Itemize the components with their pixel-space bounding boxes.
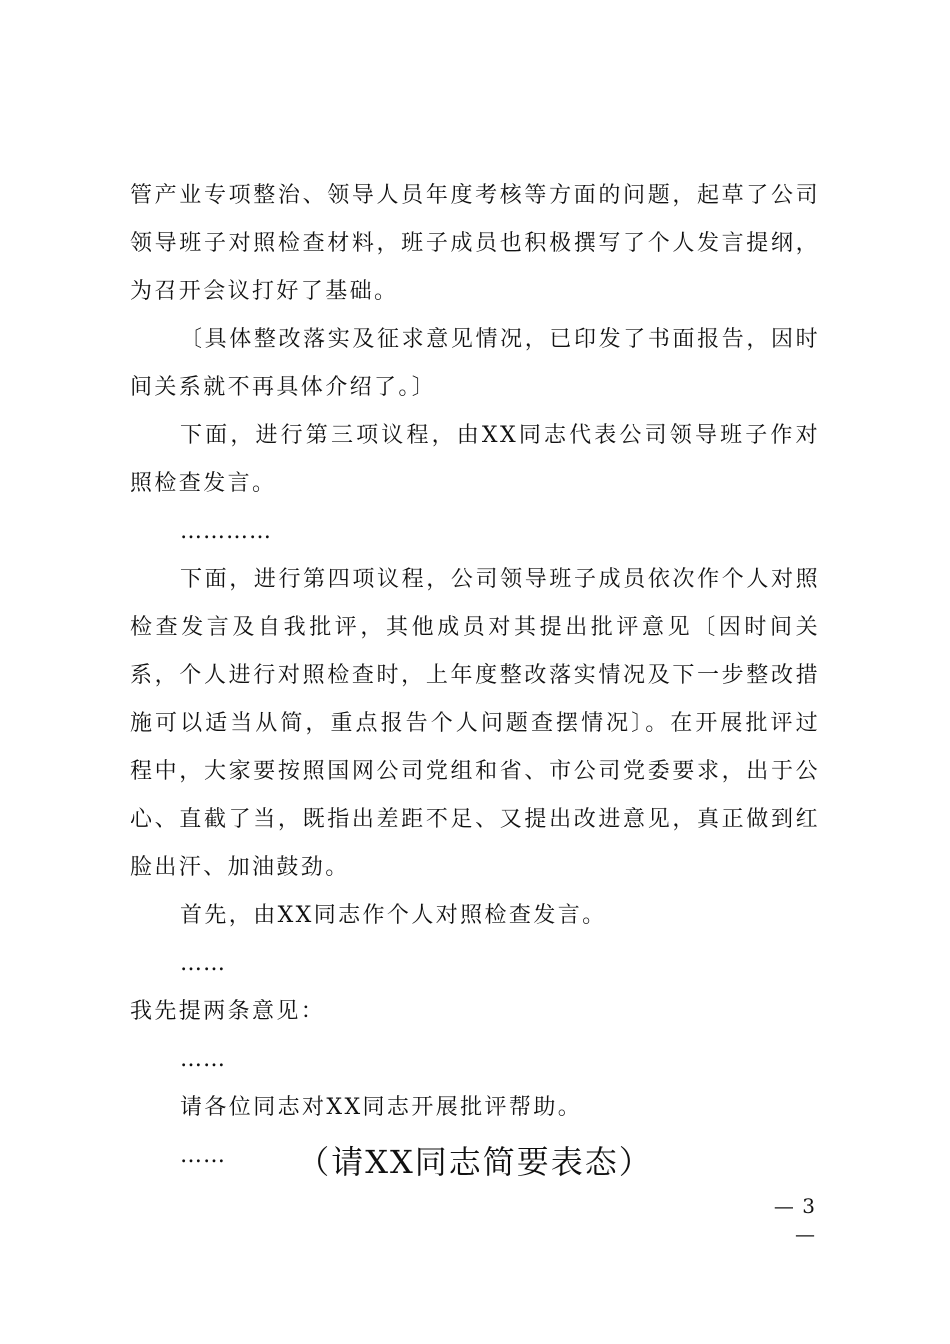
ellipsis-3: …… — [180, 1047, 226, 1072]
paragraph-1: 管产业专项整治、领导人员年度考核等方面的问题，起草了公司领导班子对照检查材料，班子成员也积极撰写了个人发言提纲，为召开会议打好了基础。 — [130, 183, 820, 304]
ellipsis-4: …… — [180, 1143, 226, 1168]
paragraph-2: 〔具体整改落实及征求意见情况，已印发了书面报告，因时间关系就不再具体介绍了。〕 — [130, 327, 820, 400]
paragraph-7: 请各位同志对XX同志开展批评帮助。 — [180, 1095, 583, 1120]
closing-note: （请XX同志简要表态） — [297, 1143, 653, 1181]
ellipsis-1: ………… — [180, 519, 272, 544]
ellipsis-2: …… — [180, 951, 226, 976]
paragraph-5: 首先，由XX同志作个人对照检查发言。 — [180, 903, 607, 928]
page-number: — 3 — — [773, 1194, 816, 1246]
document-body — [130, 172, 820, 1180]
paragraph-4: 下面，进行第四项议程，公司领导班子成员依次作个人对照检查发言及自我批评，其他成员对其提出批评意见〔因时间关系，个人进行对照检查时，上年度整改落实情况及下一步整改措施可以适当从简，重点报告个人问题查摆情况〕。在开展批评过程中，大家要按照国网公司党组和省、市公司党委要求，出于公心、直截了当，既指出差距不足、又提出改进意见，真正做到红脸出汗、加油鼓劲。 — [130, 567, 820, 880]
paragraph-3: 下面，进行第三项议程，由XX同志代表公司领导班子作对照检查发言。 — [130, 423, 820, 496]
paragraph-6: 我先提两条意见： — [130, 999, 326, 1024]
